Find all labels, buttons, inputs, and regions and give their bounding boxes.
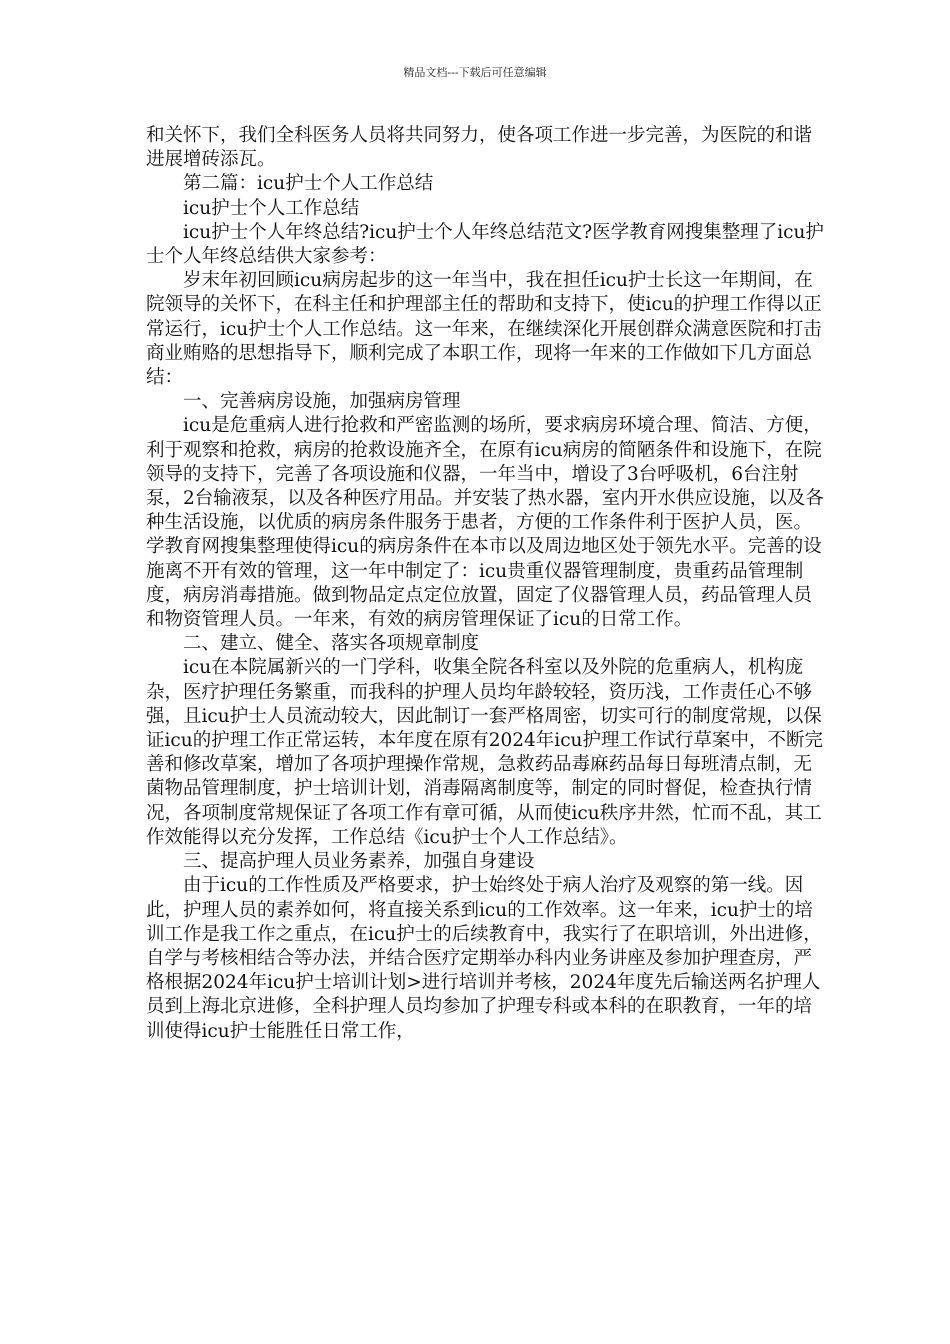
- section-heading: 二、建立、健全、落实各项规章制度: [183, 633, 480, 655]
- document-title: icu护士个人工作总结: [183, 197, 360, 219]
- section-heading: 一、完善病房设施，加强病房管理: [183, 391, 461, 413]
- paragraph: icu在本院属新兴的一门学科，收集全院各科室以及外院的危重病人，机构庞杂，医疗护理任务繁重，而我科的护理人员均年龄较轻，资历浅，工作责任心不够强，且icu护士人员流动较大，因此制订一套严格周密，切实可行的制度常规，以保证icu的护理工作正常运转，本年度在原有2024年icu护理工作试行草案中，不断完善和修改草案，增加了各项护理操作常规，急救药品毒麻药品每日每班清点制，无菌物品管理制度，护士培训计划，消毒隔离制度等，制定的同时督促，检查执行情况，各项制度常规保证了各项工作有章可循，从而使icu秩序井然，忙而不乱，其工作效能得以充分发挥，工作总结《icu护士个人工作总结》。: [146, 657, 823, 848]
- section-heading: 三、提高护理人员业务素养，加强自身建设: [183, 851, 535, 873]
- paragraph: 岁末年初回顾icu病房起步的这一年当中，我在担任icu护士长这一年期间，在院领导的关怀下，在科主任和护理部主任的帮助和支持下，使icu的护理工作得以正常运行，icu护士个人工作总结。这一年来，在继续深化开展创群众满意医院和打击商业贿赂的思想指导下，顺利完成了本职工作，现将一年来的工作做如下几方面总结：: [146, 270, 822, 389]
- paragraph: 由于icu的工作性质及严格要求，护士始终处于病人治疗及观察的第一线。因此，护理人员的素养如何，将直接关系到icu的工作效率。这一年来，icu护士的培训工作是我工作之重点，在icu护士的后续教育中，我实行了在职培训，外出进修，自学与考核相结合等办法，并结合医疗定期举办科内业务讲座及参加护理查房，严格根据2024年icu护士培训计划>进行培训并考核，2024年度先后输送两名护理人员到上海北京进修，全科护理人员均参加了护理专科或本科的在职教育，一年的培训使得icu护士能胜任日常工作，: [146, 875, 822, 1042]
- page-header: 精品文档---下载后可任意编辑: [403, 66, 547, 79]
- paragraph: icu是危重病人进行抢救和严密监测的场所，要求病房环境合理、简洁、方便，利于观察和抢救，病房的抢救设施齐全，在原有icu病房的简陋条件和设施下，在院领导的支持下，完善了各项设施和仪器，一年当中，增设了3台呼吸机，6台注射泵，2台输液泵，以及各种医疗用品。并安装了热水器，室内开水供应设施，以及各种生活设施，以优质的病房条件服务于患者，方便的工作条件利于医护人员，医。学教育网搜集整理使得icu的病房条件在本市以及周边地区处于领先水平。完善的设施离不开有效的管理，这一年中制定了：icu贵重仪器管理制度，贵重药品管理制度，病房消毒措施。做到物品定点定位放置，固定了仪器管理人员，药品管理人员和物资管理人员。一年来，有效的病房管理保证了icu的日常工作。: [146, 415, 824, 631]
- paragraph: 和关怀下，我们全科医务人员将共同努力，使各项工作进一步完善，为医院的和谐进展增砖添瓦。: [146, 125, 813, 171]
- document-body: [146, 124, 826, 1044]
- section-heading: 第二篇：icu护士个人工作总结: [183, 173, 434, 195]
- paragraph: icu护士个人年终总结?icu护士个人年终总结范文?医学教育网搜集整理了icu护士个人年终总结供大家参考：: [146, 221, 824, 268]
